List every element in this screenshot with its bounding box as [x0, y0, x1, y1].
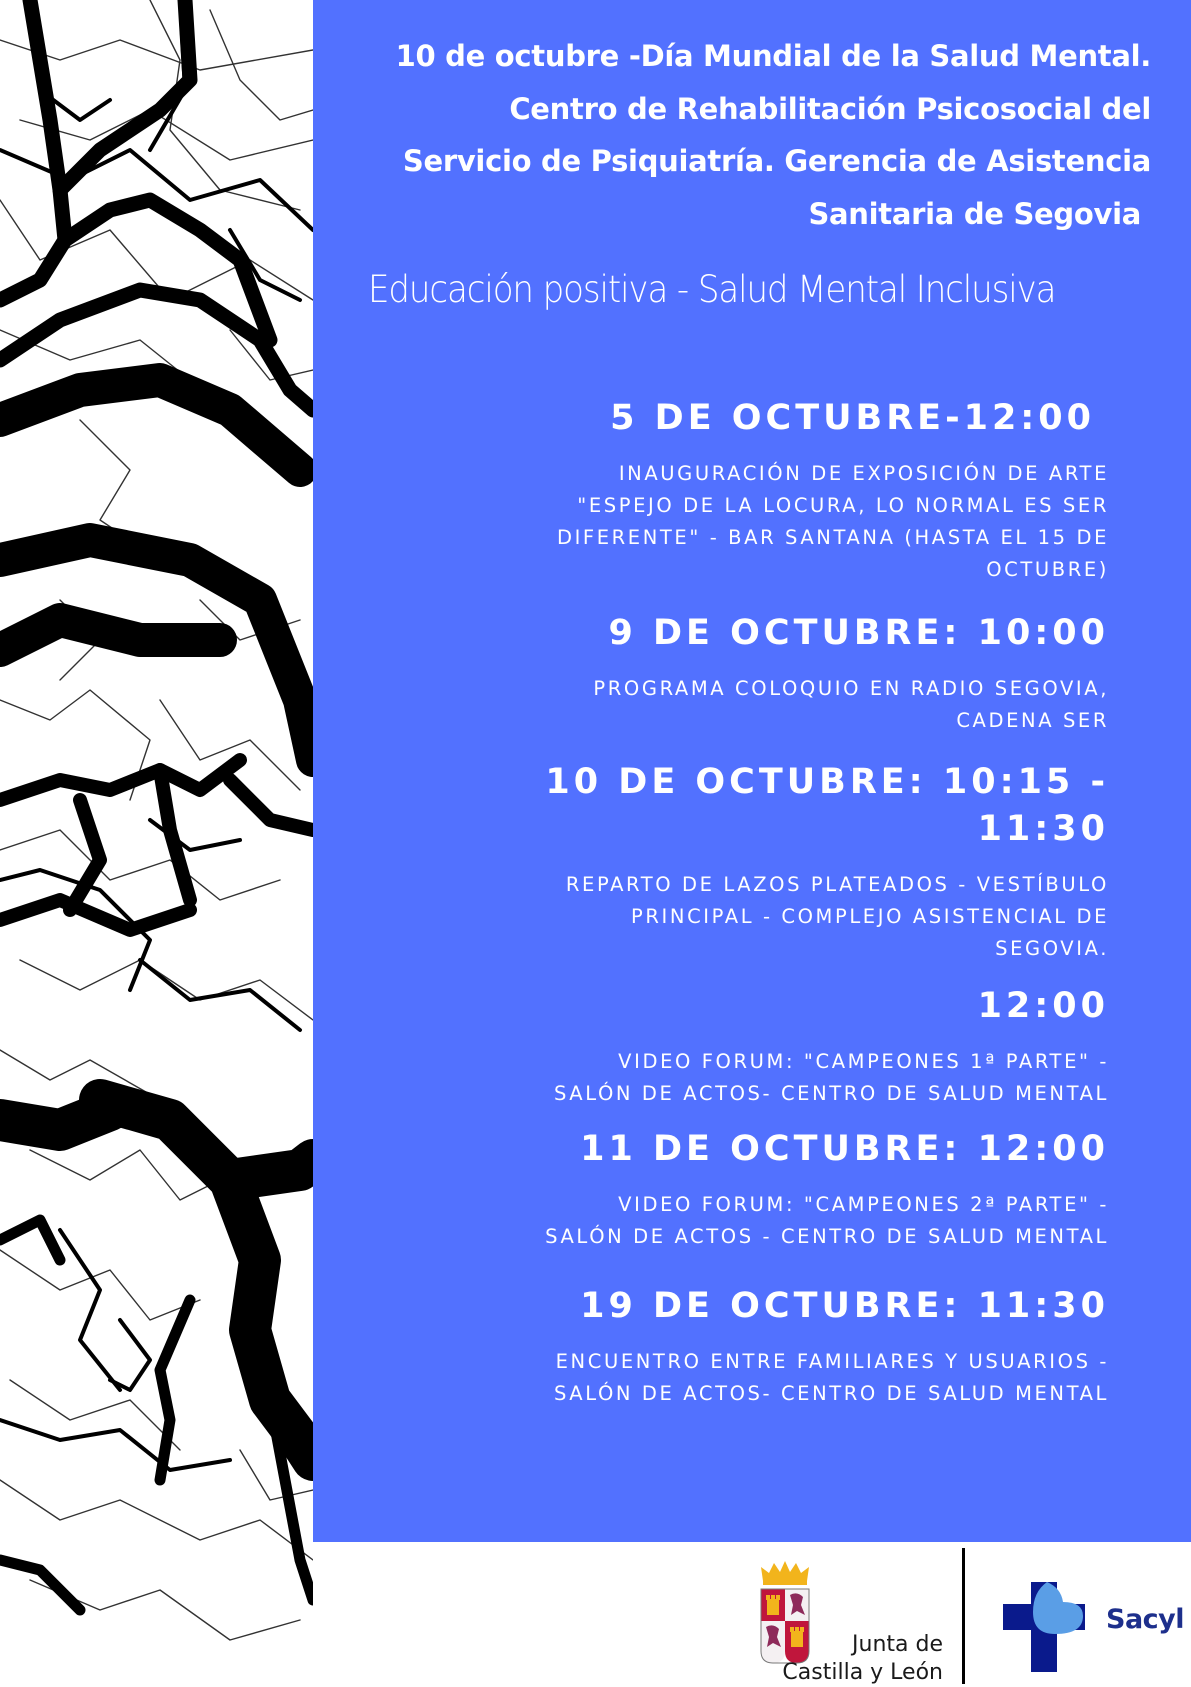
event-date-line: 11 DE OCTUBRE: 12:00 [580, 1129, 1109, 1169]
poster-title [351, 30, 1151, 240]
event-date-line: 19 DE OCTUBRE: 11:30 [580, 1286, 1109, 1326]
event-item [469, 983, 1109, 1110]
event-date-line: 9 DE OCTUBRE: 10:00 [608, 613, 1109, 653]
event-description-line: CADENA SER [956, 709, 1109, 732]
logo-divider [962, 1548, 965, 1684]
event-description-line: VIDEO FORUM: "CAMPEONES 1ª PARTE" - [618, 1050, 1109, 1073]
sacyl-logo-text: Sacyl [1106, 1604, 1185, 1635]
event-date [469, 983, 1109, 1030]
event-description-line: SALÓN DE ACTOS - CENTRO DE SALUD MENTAL [545, 1225, 1109, 1248]
event-description-line: SALÓN DE ACTOS- CENTRO DE SALUD MENTAL [553, 1082, 1109, 1105]
event-date [469, 395, 1109, 442]
event-date [469, 759, 1109, 853]
tree-branches-image [0, 0, 313, 1684]
event-description-line: OCTUBRE) [986, 558, 1109, 581]
event-description-line: PROGRAMA COLOQUIO EN RADIO SEGOVIA, [593, 677, 1109, 700]
junta-logo-line1: Junta de [852, 1632, 943, 1657]
event-list [469, 395, 1109, 1410]
event-description [469, 1046, 1109, 1110]
title-line: Sanitaria de Segovia [808, 196, 1141, 231]
event-description-line: ENCUENTRO ENTRE FAMILIARES Y USUARIOS - [555, 1350, 1109, 1373]
sacyl-logo [1003, 1582, 1185, 1672]
event-description-line: SALÓN DE ACTOS- CENTRO DE SALUD MENTAL [553, 1382, 1109, 1405]
event-date-line: 10 DE OCTUBRE: 10:15 - [545, 762, 1109, 802]
event-description [469, 1189, 1109, 1253]
event-description-line: "ESPEJO DE LA LOCURA, LO NORMAL ES SER [577, 494, 1109, 517]
event-description-line: PRINCIPAL - COMPLEJO ASISTENCIAL DE [631, 905, 1109, 928]
event-description-line: REPARTO DE LAZOS PLATEADOS - VESTÍBULO [565, 873, 1109, 896]
event-date-line: 5 DE OCTUBRE-12:00 [610, 398, 1095, 438]
event-item [469, 610, 1109, 737]
event-item [469, 395, 1109, 586]
event-item [469, 759, 1109, 965]
title-line: Servicio de Psiquiatría. Gerencia de Asistencia [402, 144, 1151, 178]
event-description-line: DIFERENTE" - BAR SANTANA (HASTA EL 15 DE [556, 526, 1109, 549]
event-description-line: SEGOVIA. [995, 937, 1109, 960]
event-panel [313, 0, 1191, 1542]
title-line: Centro de Rehabilitación Psicosocial del [509, 91, 1151, 126]
tree-branches-icon [0, 0, 313, 1684]
junta-logo-text [743, 1631, 943, 1687]
event-description-line: VIDEO FORUM: "CAMPEONES 2ª PARTE" - [618, 1193, 1109, 1216]
sacyl-cross-icon [1003, 1582, 1103, 1672]
event-date-line: 12:00 [977, 986, 1109, 1026]
event-item [469, 1283, 1109, 1410]
poster-subtitle: Educación positiva - Salud Mental Inclusiva [368, 268, 1056, 311]
junta-castilla-leon-logo [743, 1559, 943, 1685]
event-description [469, 673, 1109, 737]
event-description [469, 1346, 1109, 1410]
event-date [469, 610, 1109, 657]
event-description-line: INAUGURACIÓN DE EXPOSICIÓN DE ARTE [618, 462, 1109, 485]
junta-logo-line2: Castilla y León [782, 1660, 943, 1685]
event-item [469, 1126, 1109, 1253]
event-description [469, 458, 1109, 586]
event-date [469, 1283, 1109, 1330]
event-date-line: 11:30 [977, 809, 1109, 849]
logo-footer [313, 1542, 1191, 1684]
event-description [469, 869, 1109, 965]
event-date [469, 1126, 1109, 1173]
title-line: 10 de octubre -Día Mundial de la Salud Mental. [395, 39, 1151, 73]
